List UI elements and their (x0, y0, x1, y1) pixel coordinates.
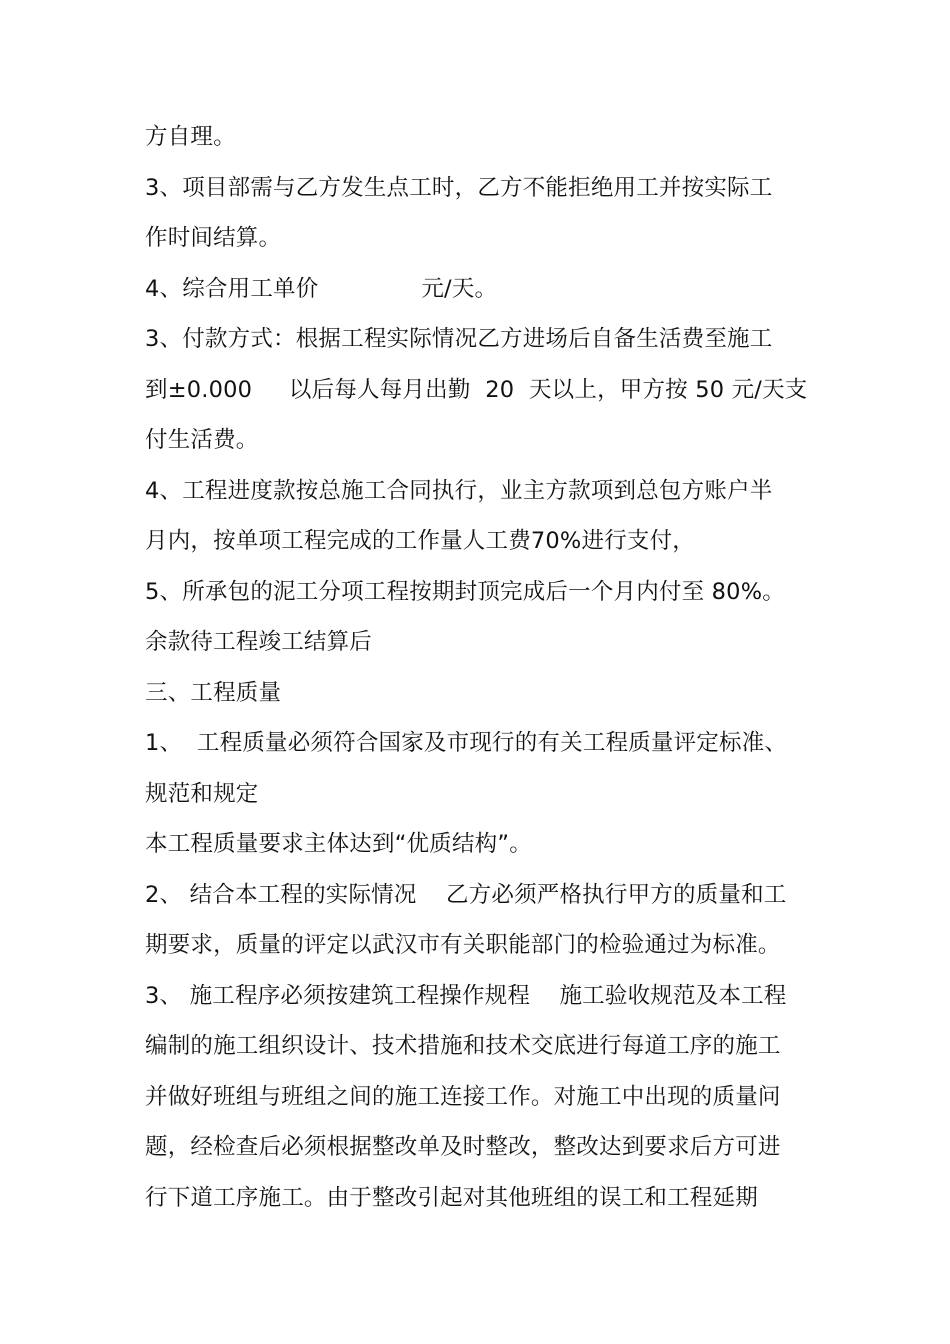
text-line: 并做好班组与班组之间的施工连接工作。对施工中出现的质量问 (145, 1083, 781, 1110)
text-line: 3、付款方式：根据工程实际情况乙方进场后自备生活费至施工 (145, 326, 773, 352)
text-line: 1、 工程质量必须符合国家及市现行的有关工程质量评定标准、 (145, 730, 788, 756)
text-line: 5、所承包的泥工分项工程按期封顶完成后一个月内付至 80%。 (145, 578, 785, 605)
text-line: 题，经检查后必须根据整改单及时整改，整改达到要求后方可进 (145, 1134, 781, 1160)
text-line: 本工程质量要求主体达到“优质结构”。 (145, 831, 532, 857)
text-line: 到±0.000 以后每人每月出勤 20 天以上，甲方按 50 元/天支 (145, 376, 808, 403)
text-line: 4、综合用工单价 元/天。 (145, 275, 498, 302)
text-line: 规范和规定 (145, 780, 259, 807)
text-line: 行下道工序施工。由于整改引起对其他班组的误工和工程延期 (145, 1184, 758, 1211)
text-line: 作时间结算。 (145, 225, 282, 251)
text-line: 编制的施工组织设计、技术措施和技术交底进行每道工序的施工 (145, 1033, 781, 1059)
text-line: 期要求，质量的评定以武汉市有关职能部门的检验通过为标准。 (145, 932, 781, 958)
text-line: 3、项目部需与乙方发生点工时，乙方不能拒绝用工并按实际工 (145, 174, 773, 201)
document-body (145, 112, 810, 1223)
text-line: 2、 结合本工程的实际情况 乙方必须严格执行甲方的质量和工 (145, 881, 787, 908)
text-line: 4、工程进度款按总施工合同执行，业主方款项到总包方账户半 (145, 477, 773, 504)
text-line: 3、 施工程序必须按建筑工程操作规程 施工验收规范及本工程 (145, 982, 787, 1009)
text-line: 月内，按单项工程完成的工作量人工费70%进行支付， (145, 528, 696, 554)
text-line: 付生活费。 (145, 427, 259, 453)
text-line: 余款待工程竣工结算后 (145, 629, 373, 655)
section-heading: 三、工程质量 (145, 679, 282, 706)
text-line: 方自理。 (145, 124, 236, 150)
